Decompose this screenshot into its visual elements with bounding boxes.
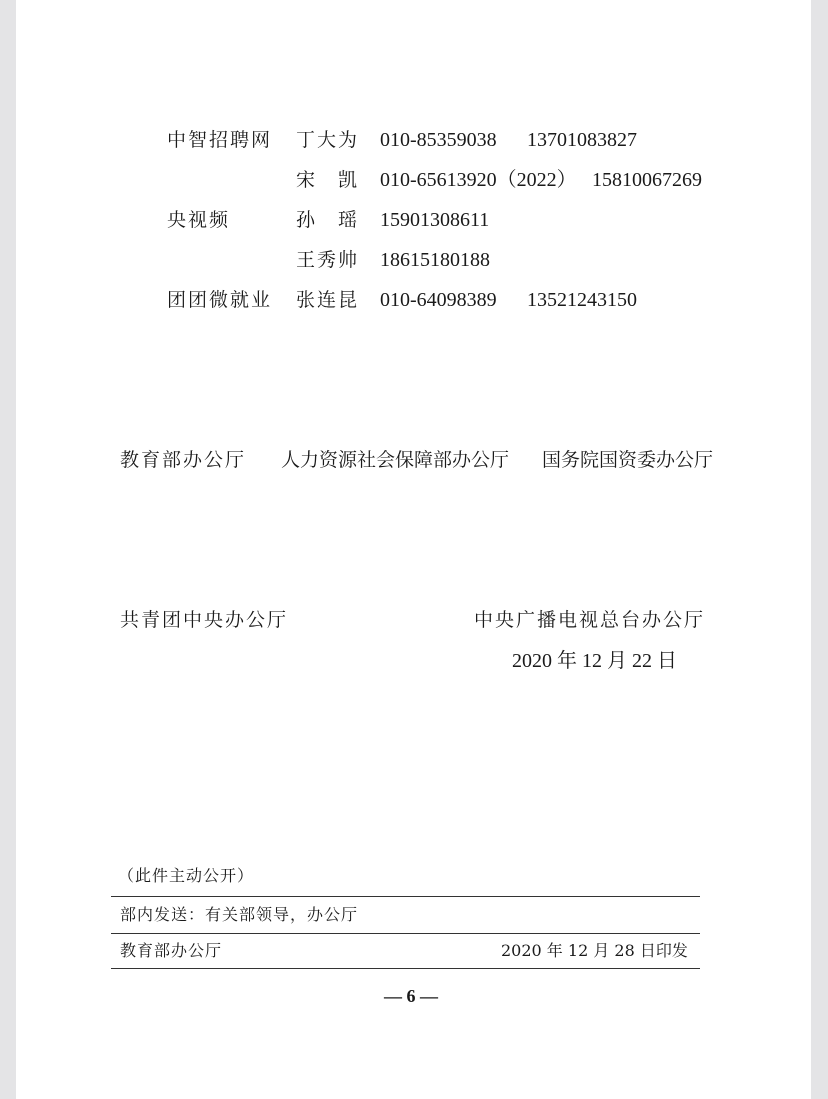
signing-date: 2020 年 12 月 22 日 [512,650,677,672]
page-number: — 6 — [384,986,438,1006]
print-date: 2020 年 12 月 28 日印发 [501,941,688,960]
contact-phone: 15810067269 [592,169,702,191]
contact-name: 王秀帅 [296,249,360,271]
contact-org: 中智招聘网 [167,129,273,151]
contact-name: 张连昆 [296,289,360,311]
divider [111,968,700,969]
divider [111,933,700,934]
distribution-list: 部内发送：有关部领导，办公厅 [120,905,359,924]
signatory-cyl: 共青团中央办公厅 [120,609,289,631]
contact-name: 丁大为 [296,129,360,151]
contact-phone: 010-65613920（2022） [380,169,577,191]
contact-phone: 010-85359038 [380,129,497,151]
contact-phone: 15901308611 [380,209,490,231]
signatory-moe: 教育部办公厅 [120,449,247,471]
contact-name: 宋 凯 [296,169,360,191]
signatory-cmg: 中央广播电视总台办公厅 [474,609,706,631]
contact-name: 孙 瑶 [296,209,360,231]
contact-phone: 010-64098389 [380,289,497,311]
contact-org: 央视频 [167,209,231,231]
contact-phone: 13521243150 [527,289,637,311]
contact-org: 团团微就业 [167,289,273,311]
contact-phone: 18615180188 [380,249,490,271]
issuer: 教育部办公厅 [120,941,223,960]
disclosure-note: （此件主动公开） [118,866,255,885]
divider [111,896,700,897]
contact-phone: 13701083827 [527,129,637,151]
signatory-sasac: 国务院国资委办公厅 [542,449,714,471]
document-page [16,0,811,1099]
signatory-mohrss: 人力资源社会保障部办公厅 [281,449,510,471]
